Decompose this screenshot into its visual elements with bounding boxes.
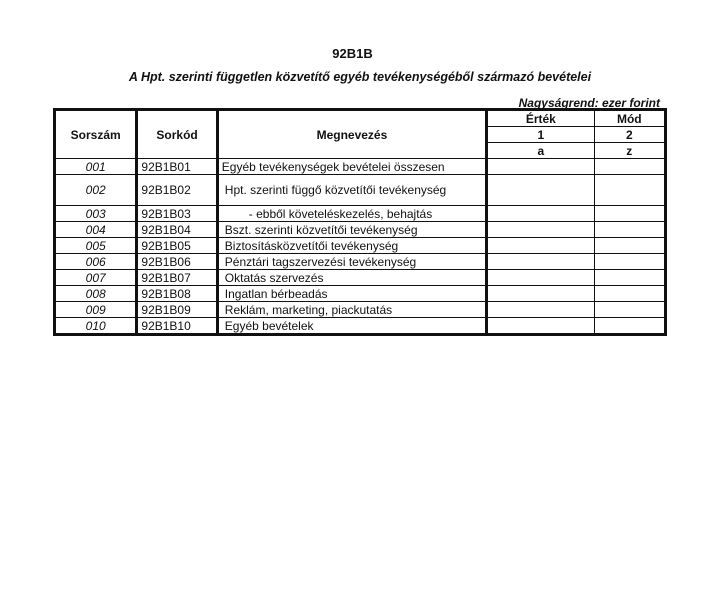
- header-mod-type: z: [594, 143, 665, 159]
- row-sorszam: 008: [55, 286, 137, 302]
- row-megnevezes: Reklám, marketing, piackutatás: [217, 302, 486, 318]
- row-sorkod: 92B1B06: [137, 254, 217, 270]
- table-row: [55, 318, 666, 335]
- header-mod: Mód: [594, 110, 665, 127]
- header-ertek: Érték: [487, 110, 595, 127]
- row-ertek-cell[interactable]: [487, 159, 595, 175]
- row-megnevezes: Egyéb tevékenységek bevételei összesen: [217, 159, 486, 175]
- table-row: [55, 222, 666, 238]
- row-megnevezes: Oktatás szervezés: [217, 270, 486, 286]
- row-ertek-cell[interactable]: [487, 175, 595, 206]
- table-row: [55, 238, 666, 254]
- row-sorszam: 004: [55, 222, 137, 238]
- row-megnevezes: Egyéb bevételek: [217, 318, 486, 335]
- row-megnevezes: Ingatlan bérbeadás: [217, 286, 486, 302]
- row-mod-cell[interactable]: [594, 159, 665, 175]
- row-ertek-cell[interactable]: [487, 222, 595, 238]
- row-mod-cell[interactable]: [594, 175, 665, 206]
- row-sorkod: 92B1B09: [137, 302, 217, 318]
- row-mod-cell[interactable]: [594, 238, 665, 254]
- row-megnevezes: Biztosításközvetítői tevékenység: [217, 238, 486, 254]
- table-row: [55, 175, 666, 206]
- row-megnevezes: Hpt. szerinti függő közvetítői tevékenység: [217, 175, 486, 206]
- form-code-title: 92B1B: [332, 46, 373, 61]
- row-ertek-cell[interactable]: [487, 206, 595, 222]
- row-sorszam: 009: [55, 302, 137, 318]
- header-sorszam: Sorszám: [55, 110, 137, 159]
- row-mod-cell[interactable]: [594, 286, 665, 302]
- row-sorszam: 003: [55, 206, 137, 222]
- row-sorkod: 92B1B03: [137, 206, 217, 222]
- row-sorkod: 92B1B04: [137, 222, 217, 238]
- unit-note: Nagyságrend: ezer forint: [518, 96, 660, 110]
- row-mod-cell[interactable]: [594, 206, 665, 222]
- row-sorszam: 002: [55, 175, 137, 206]
- row-ertek-cell[interactable]: [487, 302, 595, 318]
- table-row: [55, 159, 666, 175]
- table-row: [55, 254, 666, 270]
- row-megnevezes: - ebből követeléskezelés, behajtás: [217, 206, 486, 222]
- form-subtitle: A Hpt. szerinti független közvetítő egyéb tevékenységéből származó bevételei: [128, 70, 592, 84]
- row-mod-cell[interactable]: [594, 222, 665, 238]
- row-mod-cell[interactable]: [594, 318, 665, 335]
- row-sorkod: 92B1B10: [137, 318, 217, 335]
- row-megnevezes: Bszt. szerinti közvetítői tevékenység: [217, 222, 486, 238]
- row-sorszam: 005: [55, 238, 137, 254]
- row-sorkod: 92B1B05: [137, 238, 217, 254]
- row-sorszam: 006: [55, 254, 137, 270]
- table-row: [55, 206, 666, 222]
- header-mod-column-number: 2: [594, 127, 665, 143]
- table-row: [55, 270, 666, 286]
- row-sorszam: 001: [55, 159, 137, 175]
- table-row: [55, 302, 666, 318]
- row-sorszam: 010: [55, 318, 137, 335]
- header-sorkod: Sorkód: [137, 110, 217, 159]
- header-ertek-type: a: [487, 143, 595, 159]
- row-mod-cell[interactable]: [594, 270, 665, 286]
- header-ertek-column-number: 1: [487, 127, 595, 143]
- row-mod-cell[interactable]: [594, 254, 665, 270]
- row-sorszam: 007: [55, 270, 137, 286]
- row-ertek-cell[interactable]: [487, 286, 595, 302]
- data-table: [53, 108, 667, 336]
- row-mod-cell[interactable]: [594, 302, 665, 318]
- row-sorkod: 92B1B02: [137, 175, 217, 206]
- row-sorkod: 92B1B08: [137, 286, 217, 302]
- row-ertek-cell[interactable]: [487, 238, 595, 254]
- row-ertek-cell[interactable]: [487, 270, 595, 286]
- row-megnevezes: Pénztári tagszervezési tevékenység: [217, 254, 486, 270]
- header-megnevezes: Megnevezés: [217, 110, 486, 159]
- row-sorkod: 92B1B07: [137, 270, 217, 286]
- row-ertek-cell[interactable]: [487, 318, 595, 335]
- row-sorkod: 92B1B01: [137, 159, 217, 175]
- table-row: [55, 286, 666, 302]
- row-ertek-cell[interactable]: [487, 254, 595, 270]
